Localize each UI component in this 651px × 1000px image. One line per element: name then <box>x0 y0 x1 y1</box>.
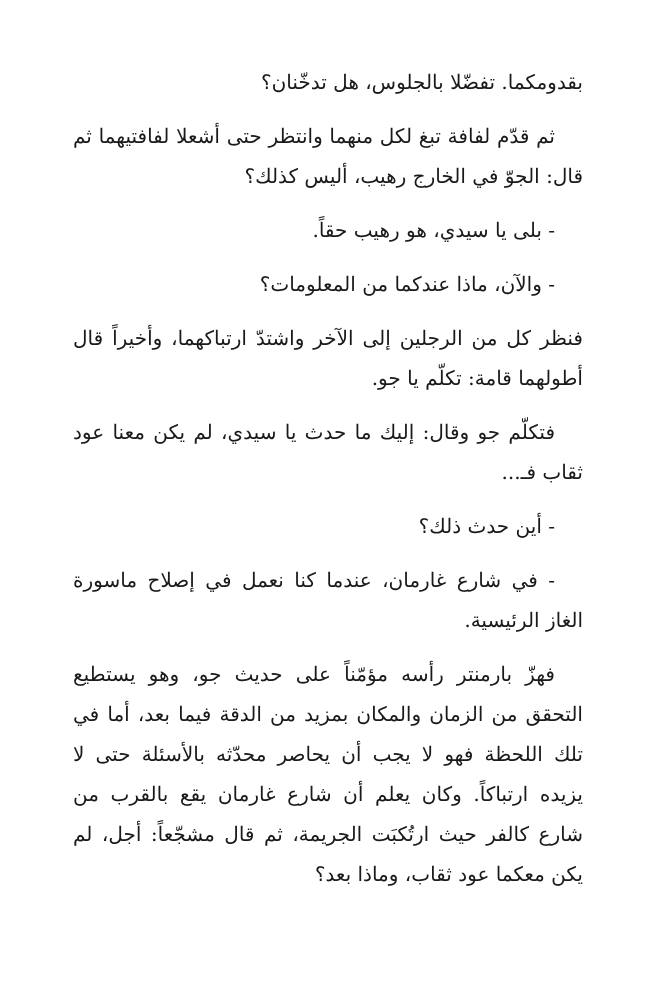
dialogue-line: - والآن، ماذا عندكما من المعلومات؟ <box>259 272 555 296</box>
paragraph-narration: ثم قدّم لفافة تبغ لكل منهما وانتظر حتى أشعلا لفافتيهما ثم قال: الجوّ في الخارج رهيب، أليس كذلك؟ <box>73 124 583 188</box>
book-page <box>73 62 583 908</box>
paragraph-narration: فهزّ بارمنتر رأسه مؤمّناً على حديث جو، وهو يستطيع التحقق من الزمان والمكان بمزيد من الدقة فيما بعد، أما في تلك اللحظة فهو لا يجب أن يحاصر محدّثه بالأسئلة حتى لا يزيده ارتباكاً. وكان يعلم أن شارع غارمان يقع بالقرب من شارع كالفر حيث ارتُكبَت الجريمة، ثم قال مشجّعاً: أجل، لم يكن معكما عود ثقاب، وماذا بعد؟ <box>73 662 583 886</box>
dialogue-line: - بلى يا سيدي، هو رهيب حقاً. <box>312 218 555 242</box>
paragraph-narration: فنظر كل من الرجلين إلى الآخر واشتدّ ارتباكهما، وأخيراً قال أطولهما قامة: تكلّم يا جو. <box>73 326 583 390</box>
dialogue-line: - أين حدث ذلك؟ <box>418 514 555 538</box>
paragraph-continuation: بقدومكما. تفضّلا بالجلوس، هل تدخّنان؟ <box>260 70 583 94</box>
dialogue-line: - في شارع غارمان، عندما كنا نعمل في إصلاح ماسورة الغاز الرئيسية. <box>73 568 583 632</box>
paragraph-narration: فتكلّم جو وقال: إليك ما حدث يا سيدي، لم يكن معنا عود ثقاب فـ... <box>73 420 583 484</box>
